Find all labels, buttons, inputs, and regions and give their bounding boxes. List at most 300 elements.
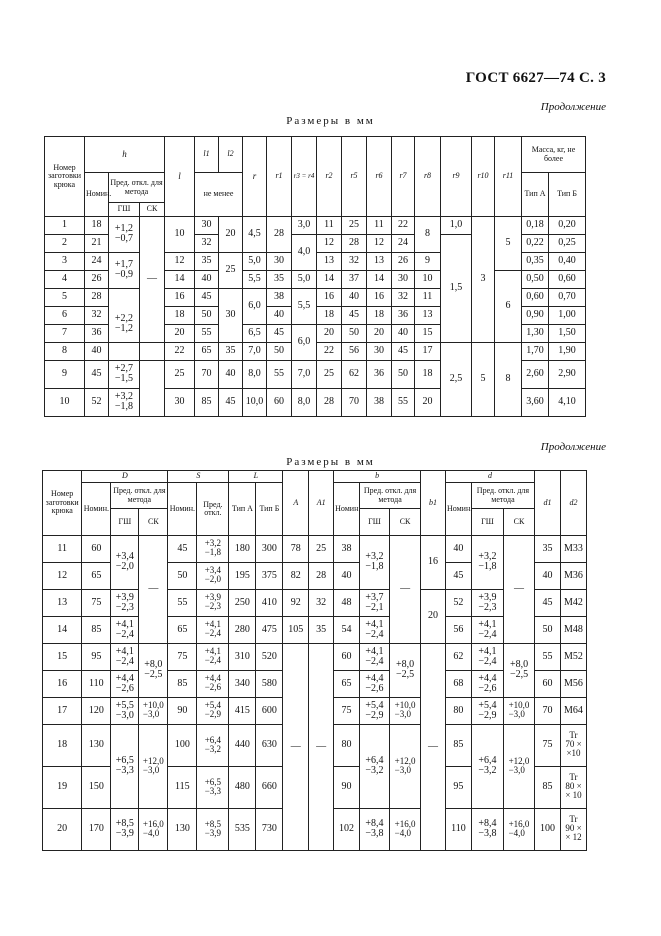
t2-head-A1: A1 <box>309 471 334 536</box>
cell: 130 <box>168 809 197 851</box>
cell: 0,90 <box>522 307 549 325</box>
cell: 75 <box>168 644 197 671</box>
cell: +1,7 −0,9 <box>109 253 140 289</box>
cell: +10,0 −3,0 <box>390 698 421 725</box>
cell: +5,5 −3,0 <box>111 698 139 725</box>
table-row <box>43 536 587 563</box>
cell: 250 <box>229 590 256 617</box>
cell: 16 <box>317 289 342 307</box>
cell: 15 <box>43 644 82 671</box>
cell: Tr 80 × × 10 <box>560 767 586 809</box>
t2-head-L-ta: Тип А <box>229 483 256 536</box>
cell: 30 <box>267 253 292 271</box>
cell: 62 <box>342 361 367 389</box>
t1-head-type-a: Тип А <box>522 173 549 217</box>
cell: 35 <box>309 617 334 644</box>
cell: +16,0 −4,0 <box>390 809 421 851</box>
cell: 6,5 <box>243 325 267 343</box>
cell: 10 <box>45 389 85 417</box>
cell: 13 <box>367 253 392 271</box>
cell: 8 <box>45 343 85 361</box>
cell: 52 <box>445 590 471 617</box>
cell: +16,0 −4,0 <box>503 809 534 851</box>
cell: 17 <box>415 343 441 361</box>
table2-title: Размеры в мм <box>286 456 375 468</box>
cell: +8,0 −2,5 <box>390 644 421 698</box>
t1-head-r8: r8 <box>415 137 441 217</box>
cell: 55 <box>195 325 219 343</box>
cell: +6,4 −3,2 <box>197 725 229 767</box>
cell: 5 <box>495 217 522 271</box>
cell: 340 <box>229 671 256 698</box>
cell: +6,4 −3,2 <box>471 725 503 809</box>
cell: 56 <box>342 343 367 361</box>
cell: 95 <box>445 767 471 809</box>
cell: 40 <box>85 343 109 361</box>
dimensions-table-1 <box>44 136 586 417</box>
cell: М33 <box>560 536 586 563</box>
cell: 45 <box>219 389 243 417</box>
cell: 15 <box>415 325 441 343</box>
cell: 25 <box>165 361 195 389</box>
cell: 16 <box>165 289 195 307</box>
cell: 35 <box>267 271 292 289</box>
cell: 6 <box>45 307 85 325</box>
t2-head-b1: b1 <box>421 471 446 536</box>
cell: 36 <box>367 361 392 389</box>
cell: Tr 90 × × 12 <box>560 809 586 851</box>
cell: 26 <box>392 253 415 271</box>
cell: +6,5 −3,3 <box>197 767 229 809</box>
cell: 85 <box>535 767 561 809</box>
cell: 17 <box>43 698 82 725</box>
cell: 90 <box>334 767 360 809</box>
cell: +10,0 −3,0 <box>503 698 534 725</box>
cell: 65 <box>195 343 219 361</box>
cell: 45 <box>195 289 219 307</box>
t2-head-D-sk: СК <box>139 509 168 536</box>
cell: 14 <box>43 617 82 644</box>
t1-head-l: l <box>165 137 195 217</box>
cell: 78 <box>283 536 309 563</box>
cell <box>109 343 140 361</box>
cell: 0,20 <box>549 217 586 235</box>
t2-head-D: D <box>82 471 168 483</box>
cell: 20 <box>317 325 342 343</box>
cell: 50 <box>392 361 415 389</box>
t1-head-gsh: ГШ <box>109 203 140 217</box>
cell: 375 <box>256 563 283 590</box>
cell: 18 <box>317 307 342 325</box>
cell: 35 <box>195 253 219 271</box>
cell: 80 <box>445 698 471 725</box>
cell: +8,0 −2,5 <box>503 644 534 698</box>
cell: 8 <box>495 343 522 417</box>
cell: +5,4 −2,9 <box>359 698 389 725</box>
cell: 1,0 <box>441 217 472 235</box>
cell: 0,70 <box>549 289 586 307</box>
cell: 28 <box>342 235 367 253</box>
cell: 38 <box>367 389 392 417</box>
cell: 25 <box>309 536 334 563</box>
cell: +10,0 −3,0 <box>139 698 168 725</box>
cell: +3,4 −2,0 <box>111 536 139 590</box>
cell: 25 <box>317 361 342 389</box>
cell: 40 <box>267 307 292 325</box>
cell <box>109 289 140 307</box>
cell: 50 <box>195 307 219 325</box>
cell: 102 <box>334 809 360 851</box>
cell: +4,1 −2,4 <box>359 644 389 671</box>
cell: 1,90 <box>549 343 586 361</box>
cell: 40 <box>445 536 471 563</box>
cell: М48 <box>560 617 586 644</box>
cell: — <box>140 217 165 343</box>
cell: 36 <box>392 307 415 325</box>
cell: 50 <box>168 563 197 590</box>
cell: +4,1 −2,4 <box>197 617 229 644</box>
t2-head-b: b <box>334 471 421 483</box>
cell: 22 <box>165 343 195 361</box>
cell: 90 <box>168 698 197 725</box>
table-row <box>43 644 587 671</box>
cell: 0,25 <box>549 235 586 253</box>
cell: 5,0 <box>243 253 267 271</box>
cell: 520 <box>256 644 283 671</box>
cell: 100 <box>535 809 561 851</box>
cell: 630 <box>256 725 283 767</box>
cell: 45 <box>342 307 367 325</box>
cell: +3,2 −1,8 <box>197 536 229 563</box>
cell: 40 <box>342 289 367 307</box>
cell: 10,0 <box>243 389 267 417</box>
cell: 0,35 <box>522 253 549 271</box>
cell: 180 <box>229 536 256 563</box>
cell: Tr 70 × ×10 <box>560 725 586 767</box>
cell: +4,1 −2,4 <box>471 644 503 671</box>
cell: 195 <box>229 563 256 590</box>
cell: 1,70 <box>522 343 549 361</box>
cell: 6,0 <box>292 325 317 361</box>
cell: +4,4 −2,6 <box>111 671 139 698</box>
cell: 1,30 <box>522 325 549 343</box>
cell: +6,5 −3,3 <box>111 725 139 809</box>
cell: 415 <box>229 698 256 725</box>
t2-head-d: d <box>445 471 534 483</box>
cell: 32 <box>342 253 367 271</box>
cell <box>140 361 165 389</box>
cell: 26 <box>85 271 109 289</box>
cell: 4,10 <box>549 389 586 417</box>
cell: 6 <box>495 271 522 343</box>
cell: 120 <box>82 698 111 725</box>
cell: 62 <box>445 644 471 671</box>
cell: 30 <box>219 289 243 343</box>
cell: 40 <box>392 325 415 343</box>
cell: 3,0 <box>292 217 317 235</box>
cell: 24 <box>392 235 415 253</box>
cell: 20 <box>165 325 195 343</box>
t2-head-d2: d2 <box>560 471 586 536</box>
cell: +8,0 −2,5 <box>139 644 168 698</box>
cell: 60 <box>267 389 292 417</box>
t1-head-r6: r6 <box>367 137 392 217</box>
cell: 2,60 <box>522 361 549 389</box>
cell: 13 <box>317 253 342 271</box>
cell: 25 <box>342 217 367 235</box>
cell: — <box>503 536 534 644</box>
cell: 54 <box>334 617 360 644</box>
cell: 80 <box>334 725 360 767</box>
t2-head-d-sk: СК <box>503 509 534 536</box>
cell: 4,0 <box>292 235 317 271</box>
cell: 150 <box>82 767 111 809</box>
cell: — <box>390 536 421 644</box>
table-row <box>45 217 586 235</box>
cell: 5,0 <box>292 271 317 289</box>
t1-head-l2: l2 <box>219 137 243 173</box>
cell: +4,1 −2,4 <box>111 644 139 671</box>
cell: 280 <box>229 617 256 644</box>
cell: 75 <box>535 725 561 767</box>
cell: 60 <box>535 671 561 698</box>
cell: +2,2 −1,2 <box>109 307 140 343</box>
cell: 55 <box>392 389 415 417</box>
cell: 32 <box>195 235 219 253</box>
cell: 12 <box>165 253 195 271</box>
cell: 0,60 <box>549 271 586 289</box>
cell: +6,4 −3,2 <box>359 725 389 809</box>
t1-head-l1: l1 <box>195 137 219 173</box>
cell: 1,50 <box>549 325 586 343</box>
cell: +4,4 −2,6 <box>197 671 229 698</box>
t2-head-S-nom: Номин. <box>168 483 197 536</box>
cell: 28 <box>309 563 334 590</box>
cell: 50 <box>535 617 561 644</box>
cell: +3,9 −2,3 <box>197 590 229 617</box>
cell: 580 <box>256 671 283 698</box>
t1-head-sk: СК <box>140 203 165 217</box>
cell: 475 <box>256 617 283 644</box>
t1-head-mass: Масса, кг, не более <box>522 137 586 173</box>
cell: 35 <box>535 536 561 563</box>
cell: 50 <box>342 325 367 343</box>
cell: 18 <box>415 361 441 389</box>
t1-head-r10: r10 <box>472 137 495 217</box>
cell: 440 <box>229 725 256 767</box>
cell: 35 <box>219 343 243 361</box>
cell: 56 <box>445 617 471 644</box>
cell: 5,5 <box>292 289 317 325</box>
cell: +8,5 −3,9 <box>197 809 229 851</box>
cell: 28 <box>267 217 292 253</box>
cell: +3,2 −1,8 <box>471 536 503 590</box>
cell: 18 <box>367 307 392 325</box>
cell: +3,9 −2,3 <box>111 590 139 617</box>
t2-head-d-dev: Пред. откл. для метода <box>471 483 534 509</box>
t1-head-r3r4: r3 = r4 <box>292 137 317 217</box>
cell: 82 <box>283 563 309 590</box>
cell: 19 <box>43 767 82 809</box>
cell: 18 <box>43 725 82 767</box>
dimensions-table-2 <box>42 470 587 851</box>
t1-head-r1: r1 <box>267 137 292 217</box>
cell: +3,2 −1,8 <box>109 389 140 417</box>
cell: 60 <box>334 644 360 671</box>
cell: 0,18 <box>522 217 549 235</box>
cell: 100 <box>168 725 197 767</box>
cell: +2,7 −1,5 <box>109 361 140 389</box>
cell: 535 <box>229 809 256 851</box>
cell: М56 <box>560 671 586 698</box>
cell: 11 <box>415 289 441 307</box>
cell: 600 <box>256 698 283 725</box>
t2-head-A: A <box>283 471 309 536</box>
cell: 0,40 <box>549 253 586 271</box>
cell: 32 <box>85 307 109 325</box>
cell: 45 <box>445 563 471 590</box>
cell: 22 <box>392 217 415 235</box>
cell: 5 <box>45 289 85 307</box>
cell: 16 <box>367 289 392 307</box>
t2-head-L: L <box>229 471 283 483</box>
cell: 0,50 <box>522 271 549 289</box>
cell: 65 <box>168 617 197 644</box>
cell: 6,0 <box>243 289 267 325</box>
t1-head-r: r <box>243 137 267 217</box>
cell: 2,5 <box>441 343 472 417</box>
cell: 28 <box>85 289 109 307</box>
cell: 85 <box>445 725 471 767</box>
cell: 65 <box>82 563 111 590</box>
t1-head-r5: r5 <box>342 137 367 217</box>
cell: 11 <box>367 217 392 235</box>
cell: 10 <box>165 217 195 253</box>
cell: 55 <box>267 361 292 389</box>
t2-head-number: Номер заготовки крюка <box>43 471 82 536</box>
t2-head-S: S <box>168 471 229 483</box>
cell: 2,90 <box>549 361 586 389</box>
t2-head-d-nom: Номин. <box>445 483 471 536</box>
cell: 60 <box>82 536 111 563</box>
cell: +4,1 −2,4 <box>359 617 389 644</box>
cell: 30 <box>195 217 219 235</box>
t1-head-dev: Пред. откл. для метода <box>109 173 165 203</box>
cell: 16 <box>43 671 82 698</box>
cell: — <box>139 536 168 644</box>
cell: 92 <box>283 590 309 617</box>
continuation-label-1: Продолжение <box>540 101 606 113</box>
cell: 310 <box>229 644 256 671</box>
t2-head-S-dev: Пред. откл. <box>197 483 229 536</box>
cell: 115 <box>168 767 197 809</box>
t2-head-D-nom: Номин. <box>82 483 111 536</box>
cell: 20 <box>415 389 441 417</box>
t1-head-r7: r7 <box>392 137 415 217</box>
cell: М36 <box>560 563 586 590</box>
cell: 11 <box>317 217 342 235</box>
cell: 28 <box>317 389 342 417</box>
cell: 300 <box>256 536 283 563</box>
t2-head-D-gsh: ГШ <box>111 509 139 536</box>
cell: +4,1 −2,4 <box>111 617 139 644</box>
cell: 730 <box>256 809 283 851</box>
cell: 21 <box>85 235 109 253</box>
cell: 13 <box>415 307 441 325</box>
t1-head-nom: Номин. <box>85 173 109 217</box>
t1-head-type-b: Тип Б <box>549 173 586 217</box>
cell: 18 <box>165 307 195 325</box>
cell: 130 <box>82 725 111 767</box>
cell: 2 <box>45 235 85 253</box>
cell: 105 <box>283 617 309 644</box>
cell: 30 <box>392 271 415 289</box>
t1-head-r2: r2 <box>317 137 342 217</box>
cell: 7,0 <box>243 343 267 361</box>
cell: 40 <box>334 563 360 590</box>
cell: 7 <box>45 325 85 343</box>
cell: 20 <box>43 809 82 851</box>
cell: 9 <box>45 361 85 389</box>
cell: 4 <box>45 271 85 289</box>
cell: М52 <box>560 644 586 671</box>
cell: 45 <box>168 536 197 563</box>
cell: 52 <box>85 389 109 417</box>
cell: — <box>309 644 334 851</box>
cell: +16,0 −4,0 <box>139 809 168 851</box>
cell: 70 <box>342 389 367 417</box>
cell: 3,60 <box>522 389 549 417</box>
cell: 70 <box>195 361 219 389</box>
cell: 45 <box>85 361 109 389</box>
cell: 4,5 <box>243 217 267 253</box>
cell: 3 <box>472 217 495 343</box>
cell: 8,0 <box>243 361 267 389</box>
cell: 16 <box>421 536 446 590</box>
table1-title: Размеры в мм <box>286 115 375 127</box>
cell: 40 <box>195 271 219 289</box>
cell: +3,4 −2,0 <box>197 563 229 590</box>
cell: 410 <box>256 590 283 617</box>
cell: 50 <box>267 343 292 361</box>
cell: +12,0 −3,0 <box>503 725 534 809</box>
cell: 30 <box>165 389 195 417</box>
cell <box>140 389 165 417</box>
t2-head-b-sk: СК <box>390 509 421 536</box>
t2-head-b-dev: Пред. откл. для метода <box>359 483 420 509</box>
cell: +12,0 −3,0 <box>139 725 168 809</box>
t1-head-h: h <box>85 137 165 173</box>
cell: 12 <box>43 563 82 590</box>
cell: 3 <box>45 253 85 271</box>
cell: М42 <box>560 590 586 617</box>
t2-head-L-tb: Тип Б <box>256 483 283 536</box>
cell: +1,2 −0,7 <box>109 217 140 253</box>
cell: +5,4 −2,9 <box>471 698 503 725</box>
cell: 12 <box>367 235 392 253</box>
cell: 22 <box>317 343 342 361</box>
cell: +5,4 −2,9 <box>197 698 229 725</box>
cell: 8,0 <box>292 389 317 417</box>
cell <box>140 343 165 361</box>
cell: +3,7 −2,1 <box>359 590 389 617</box>
cell: +4,4 −2,6 <box>359 671 389 698</box>
cell: 5,5 <box>243 271 267 289</box>
t1-head-r9: r9 <box>441 137 472 217</box>
cell: +12,0 −3,0 <box>390 725 421 809</box>
t1-head-number: Номер заготовки крюка <box>45 137 85 217</box>
cell: 20 <box>219 217 243 253</box>
